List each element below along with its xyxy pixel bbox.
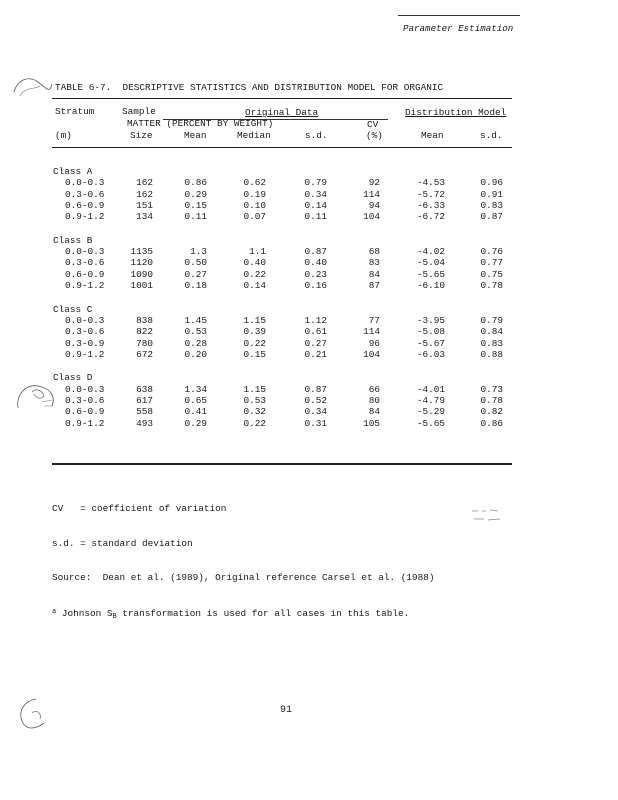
footnotes bbox=[52, 480, 435, 635]
cell-stratum: 0.6-0.9 bbox=[65, 406, 105, 418]
page-number: 91 bbox=[280, 705, 293, 716]
cell-dm-sd: 0.88 bbox=[480, 348, 503, 360]
cell-stratum: 0.3-0.6 bbox=[65, 395, 105, 406]
header-stratum-unit: (m) bbox=[55, 130, 72, 141]
cell-dm-mean: -5.65 bbox=[416, 268, 445, 280]
cell-sd: 0.61 bbox=[304, 326, 327, 338]
scan-noise-right bbox=[470, 505, 506, 527]
cell-sd: 0.34 bbox=[304, 188, 327, 200]
cell-cv: 94 bbox=[368, 199, 380, 211]
cell-mean: 1.45 bbox=[184, 314, 207, 326]
cell-mean: 0.27 bbox=[184, 268, 207, 280]
cell-dm-sd: 0.96 bbox=[480, 177, 503, 189]
cell-sd: 0.11 bbox=[304, 211, 327, 223]
group-label: Class C bbox=[53, 303, 93, 315]
footnote-marker: a bbox=[52, 607, 57, 616]
original-data-span-rule bbox=[163, 119, 388, 120]
cell-stratum: 0.9-1.2 bbox=[65, 348, 105, 360]
cell-stratum: 0.3-0.6 bbox=[65, 326, 105, 338]
cell-mean: 0.28 bbox=[184, 337, 207, 349]
cell-dm-sd: 0.86 bbox=[480, 417, 503, 429]
cell-dm-mean: -6.10 bbox=[416, 280, 445, 291]
cell-cv: 104 bbox=[363, 211, 380, 223]
cell-dm-sd: 0.87 bbox=[480, 211, 503, 223]
footnote-sd: s.d. = standard deviation bbox=[52, 537, 193, 549]
cell-mean: 1.34 bbox=[184, 383, 207, 395]
cell-sample-size: 1135 bbox=[130, 246, 153, 258]
cell-dm-sd: 0.83 bbox=[480, 337, 503, 349]
header-bottom-rule bbox=[52, 147, 512, 148]
cell-dm-mean: -4.02 bbox=[416, 246, 445, 258]
cell-stratum: 0.9-1.2 bbox=[65, 280, 105, 291]
cell-sample-size: 151 bbox=[136, 199, 153, 211]
cell-sample-size: 638 bbox=[136, 383, 153, 395]
footnote-johnson-post: transformation is used for all cases in this table. bbox=[116, 607, 410, 619]
cell-sd: 1.12 bbox=[304, 314, 327, 326]
cell-stratum: 0.3-0.6 bbox=[65, 188, 105, 200]
cell-mean: 1.3 bbox=[190, 246, 207, 258]
cell-dm-sd: 0.78 bbox=[480, 280, 503, 291]
header-median: Median bbox=[237, 130, 271, 141]
header-rule bbox=[398, 15, 520, 16]
cell-dm-sd: 0.78 bbox=[480, 395, 503, 406]
cell-dm-sd: 0.79 bbox=[480, 314, 503, 326]
cell-median: 0.07 bbox=[243, 211, 266, 223]
scribble-mark-bottom-left bbox=[14, 695, 50, 731]
cell-dm-sd: 0.91 bbox=[480, 188, 503, 200]
cell-dm-mean: -5.29 bbox=[416, 406, 445, 418]
cell-sample-size: 1090 bbox=[130, 268, 153, 280]
cell-sd: 0.40 bbox=[304, 257, 327, 269]
caption-line-2: MATTER (PERCENT BY WEIGHT) bbox=[127, 118, 274, 129]
cell-cv: 105 bbox=[363, 417, 380, 429]
cell-mean: 0.65 bbox=[184, 395, 207, 406]
group-label: Class D bbox=[53, 372, 93, 384]
cell-median: 0.10 bbox=[243, 199, 266, 211]
cell-sd: 0.87 bbox=[304, 383, 327, 395]
cell-cv: 77 bbox=[368, 314, 380, 326]
cell-median: 0.62 bbox=[243, 177, 266, 189]
cell-median: 1.15 bbox=[243, 314, 266, 326]
cell-sd: 0.14 bbox=[304, 199, 327, 211]
footnote-johnson-sub: B bbox=[112, 612, 117, 621]
cell-sd: 0.52 bbox=[304, 395, 327, 406]
cell-sample-size: 1120 bbox=[130, 257, 153, 269]
group-label: Class A bbox=[53, 166, 93, 177]
cell-median: 0.22 bbox=[243, 417, 266, 429]
cell-sample-size: 134 bbox=[136, 211, 153, 223]
cell-median: 0.19 bbox=[243, 188, 266, 200]
cell-dm-sd: 0.84 bbox=[480, 326, 503, 338]
cell-dm-mean: -6.03 bbox=[416, 348, 445, 360]
cell-dm-mean: -5.04 bbox=[416, 257, 445, 269]
cell-sample-size: 1001 bbox=[130, 280, 153, 291]
footnote-johnson-pre: Johnson S bbox=[56, 607, 113, 619]
cell-dm-mean: -4.79 bbox=[416, 395, 445, 406]
cell-sd: 0.16 bbox=[304, 280, 327, 291]
cell-sample-size: 672 bbox=[136, 348, 153, 360]
cell-sd: 0.21 bbox=[304, 348, 327, 360]
header-sd: s.d. bbox=[305, 130, 328, 141]
cell-mean: 0.53 bbox=[184, 326, 207, 338]
cell-stratum: 0.3-0.9 bbox=[65, 337, 105, 349]
cell-median: 0.22 bbox=[243, 268, 266, 280]
cell-sd: 0.79 bbox=[304, 177, 327, 189]
cell-cv: 114 bbox=[363, 188, 380, 200]
cell-cv: 84 bbox=[368, 268, 380, 280]
cell-cv: 92 bbox=[368, 177, 380, 189]
cell-dm-sd: 0.73 bbox=[480, 383, 503, 395]
cell-dm-mean: -5.08 bbox=[416, 326, 445, 338]
cell-cv: 96 bbox=[368, 337, 380, 349]
footnote-johnson bbox=[52, 607, 435, 624]
header-cv-unit: (%) bbox=[366, 130, 383, 141]
cell-cv: 104 bbox=[363, 348, 380, 360]
table-bottom-rule bbox=[52, 463, 512, 465]
header-mean: Mean bbox=[184, 130, 207, 141]
cell-median: 0.39 bbox=[243, 326, 266, 338]
cell-median: 1.1 bbox=[249, 246, 266, 258]
header-dm-sd: s.d. bbox=[480, 130, 503, 141]
cell-dm-mean: -6.72 bbox=[416, 211, 445, 223]
cell-dm-mean: -5.67 bbox=[416, 337, 445, 349]
cell-stratum: 0.6-0.9 bbox=[65, 199, 105, 211]
cell-sd: 0.23 bbox=[304, 268, 327, 280]
cell-sample-size: 558 bbox=[136, 406, 153, 418]
cell-dm-mean: -4.01 bbox=[416, 383, 445, 395]
cell-median: 0.40 bbox=[243, 257, 266, 269]
cell-stratum: 0.3-0.6 bbox=[65, 257, 105, 269]
cell-mean: 0.29 bbox=[184, 188, 207, 200]
cell-mean: 0.86 bbox=[184, 177, 207, 189]
caption-line-1: TABLE 6-7. DESCRIPTIVE STATISTICS AND DISTRIBUTION MODEL FOR ORGANIC bbox=[55, 82, 444, 93]
cell-stratum: 0.0-0.3 bbox=[65, 177, 105, 189]
cell-median: 1.15 bbox=[243, 383, 266, 395]
cell-median: 0.22 bbox=[243, 337, 266, 349]
cell-stratum: 0.9-1.2 bbox=[65, 417, 105, 429]
cell-dm-sd: 0.76 bbox=[480, 246, 503, 258]
cell-sample-size: 162 bbox=[136, 188, 153, 200]
cell-dm-mean: -5.72 bbox=[416, 188, 445, 200]
header-sample-size: Size bbox=[130, 130, 153, 141]
cell-mean: 0.29 bbox=[184, 417, 207, 429]
header-original-data: Original Data bbox=[245, 107, 319, 118]
cell-mean: 0.50 bbox=[184, 257, 207, 269]
cell-mean: 0.18 bbox=[184, 280, 207, 291]
cell-mean: 0.15 bbox=[184, 199, 207, 211]
header-stratum: Stratum bbox=[55, 106, 95, 117]
cell-cv: 80 bbox=[368, 395, 380, 406]
cell-sample-size: 162 bbox=[136, 177, 153, 189]
cell-dm-sd: 0.83 bbox=[480, 199, 503, 211]
cell-dm-mean: -4.53 bbox=[416, 177, 445, 189]
cell-dm-sd: 0.75 bbox=[480, 268, 503, 280]
cell-sample-size: 493 bbox=[136, 417, 153, 429]
cell-cv: 68 bbox=[368, 246, 380, 258]
cell-cv: 114 bbox=[363, 326, 380, 338]
cell-stratum: 0.9-1.2 bbox=[65, 211, 105, 223]
cell-dm-mean: -3.95 bbox=[416, 314, 445, 326]
header-cv: CV bbox=[367, 119, 379, 130]
cell-median: 0.15 bbox=[243, 348, 266, 360]
cell-mean: 0.11 bbox=[184, 211, 207, 223]
cell-median: 0.32 bbox=[243, 406, 266, 418]
cell-sample-size: 838 bbox=[136, 314, 153, 326]
cell-mean: 0.41 bbox=[184, 406, 207, 418]
cell-sd: 0.34 bbox=[304, 406, 327, 418]
cell-sample-size: 617 bbox=[136, 395, 153, 406]
cell-stratum: 0.6-0.9 bbox=[65, 268, 105, 280]
cell-sample-size: 822 bbox=[136, 326, 153, 338]
scribble-mark-top-left bbox=[10, 72, 55, 100]
cell-stratum: 0.0-0.3 bbox=[65, 314, 105, 326]
cell-cv: 87 bbox=[368, 280, 380, 291]
header-dm-mean: Mean bbox=[421, 130, 444, 141]
group-label: Class B bbox=[53, 234, 93, 246]
cell-median: 0.14 bbox=[243, 280, 266, 291]
footnote-cv: CV = coefficient of variation bbox=[52, 503, 227, 514]
cell-sample-size: 780 bbox=[136, 337, 153, 349]
header-distribution-model: Distribution Model bbox=[405, 107, 507, 118]
cell-stratum: 0.0-0.3 bbox=[65, 246, 105, 258]
cell-dm-sd: 0.77 bbox=[480, 257, 503, 269]
table-top-rule bbox=[52, 98, 512, 99]
running-title: Parameter Estimation bbox=[403, 23, 514, 34]
footnote-source: Source: Dean et al. (1989), Original reference Carsel et al. (1988) bbox=[52, 572, 435, 583]
cell-cv: 83 bbox=[368, 257, 380, 269]
cell-dm-mean: -5.65 bbox=[416, 417, 445, 429]
cell-cv: 66 bbox=[368, 383, 380, 395]
cell-stratum: 0.0-0.3 bbox=[65, 383, 105, 395]
cell-dm-sd: 0.82 bbox=[480, 406, 503, 418]
cell-cv: 84 bbox=[368, 406, 380, 418]
cell-sd: 0.27 bbox=[304, 337, 327, 349]
cell-median: 0.53 bbox=[243, 395, 266, 406]
cell-sd: 0.87 bbox=[304, 246, 327, 258]
cell-sd: 0.31 bbox=[304, 417, 327, 429]
cell-mean: 0.20 bbox=[184, 348, 207, 360]
scribble-mark-class-d bbox=[12, 378, 62, 418]
header-sample: Sample bbox=[122, 106, 156, 117]
cell-dm-mean: -6.33 bbox=[416, 199, 445, 211]
